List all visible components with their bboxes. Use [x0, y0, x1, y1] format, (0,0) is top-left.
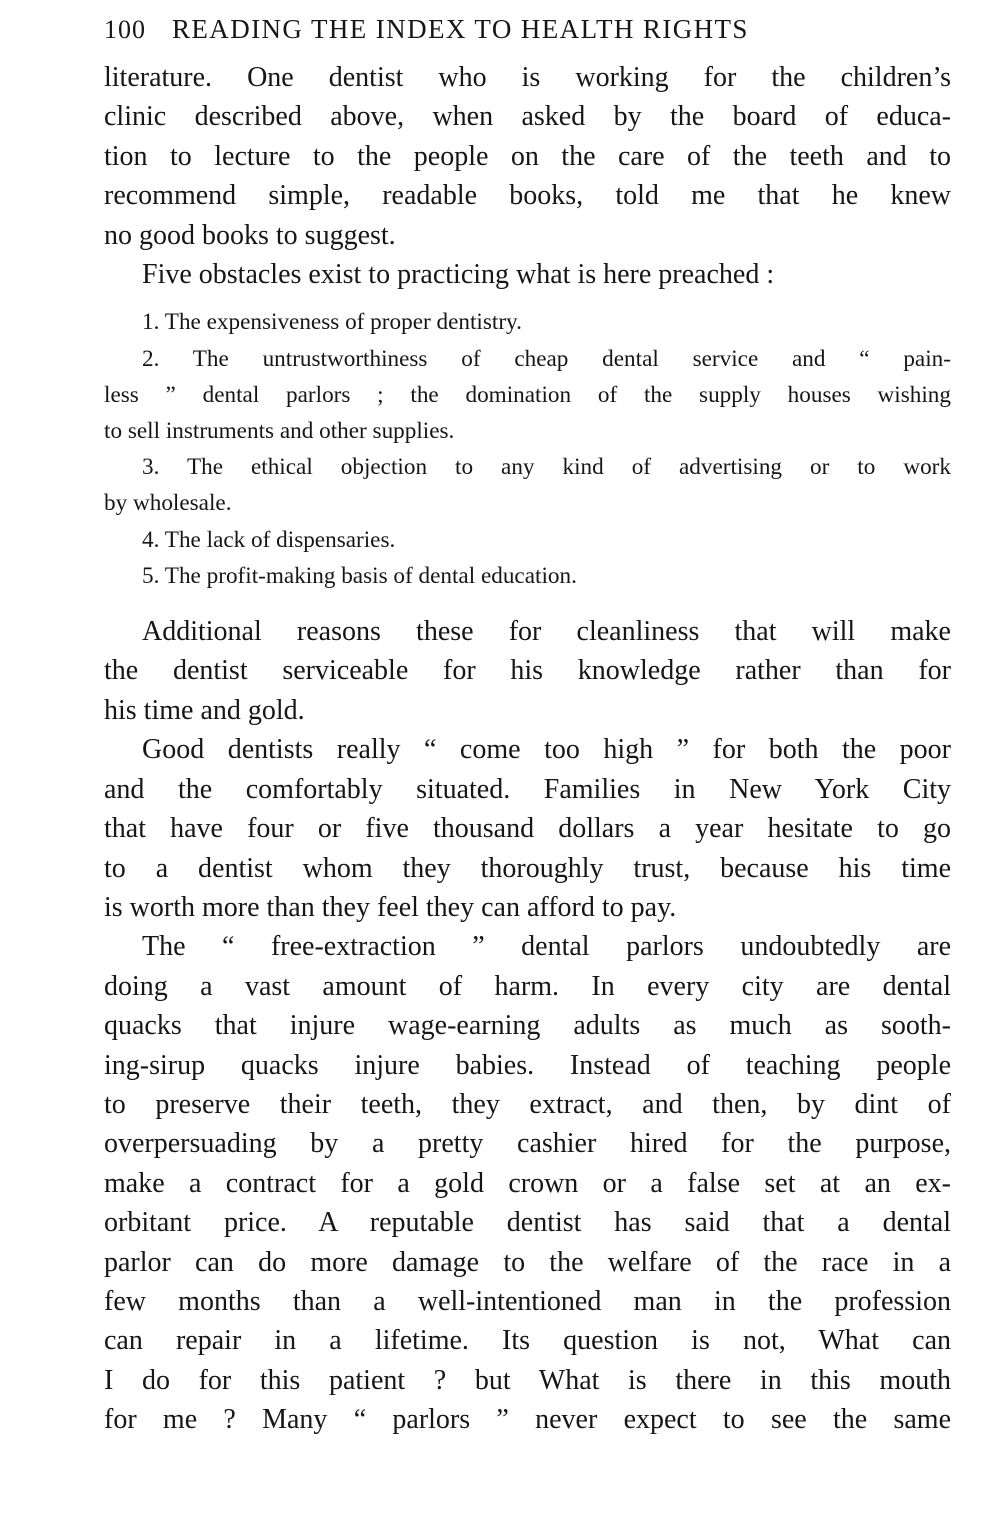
text-line: Additional reasons these for cleanliness that will make	[142, 616, 951, 648]
text-line: no good books to suggest.	[104, 219, 396, 251]
paragraph-additional-reasons	[104, 612, 951, 730]
list-item	[104, 449, 951, 521]
paragraph-literature	[104, 58, 951, 255]
text-line: that have four or five thousand dollars a year hesitate to go	[104, 813, 951, 845]
book-page	[104, 14, 951, 1440]
text-line: for me ? Many “ parlors ” never expect to see the same	[104, 1404, 951, 1436]
text-line: The “ free-extraction ” dental parlors undoubtedly are	[142, 931, 951, 963]
text-line: recommend simple, readable books, told me that he knew	[104, 180, 951, 212]
paragraph-good-dentists	[104, 730, 951, 927]
list-item	[104, 304, 951, 340]
list-number: 4.	[142, 526, 160, 553]
text-line: orbitant price. A reputable dentist has said that a dental	[104, 1207, 951, 1239]
text-line: I do for this patient ? but What is there in this mouth	[104, 1364, 951, 1396]
text-line: The ethical objection to any kind of advertising or to work	[186, 454, 951, 481]
page-number: 100	[104, 15, 146, 44]
text-line: quacks that injure wage-earning adults as much as sooth-	[104, 1010, 951, 1042]
text-line: by wholesale.	[104, 490, 232, 517]
text-line: ing-sirup quacks injure babies. Instead of teaching people	[104, 1049, 951, 1081]
list-number: 2.	[142, 345, 160, 372]
text-line: Good dentists really “ come too high ” for both the poor	[142, 734, 951, 766]
text-line: doing a vast amount of harm. In every city are dental	[104, 970, 951, 1002]
text-line: parlor can do more damage to the welfare of the race in a	[104, 1246, 951, 1278]
list-number: 1.	[142, 309, 160, 336]
paragraph-obstacles-intro	[104, 255, 951, 294]
list-number: 5.	[142, 562, 160, 589]
text-line: The lack of dispensaries.	[164, 526, 396, 553]
list-item	[104, 341, 951, 450]
text-line: make a contract for a gold crown or a false set at an ex-	[104, 1167, 951, 1199]
text-line: tion to lecture to the people on the care of the teeth and to	[104, 140, 951, 172]
text-line: is worth more than they feel they can afford to pay.	[104, 891, 677, 923]
list-item	[104, 522, 951, 558]
running-title: READING THE INDEX TO HEALTH RIGHTS	[172, 14, 749, 44]
paragraph-free-extraction	[104, 927, 951, 1439]
text-line: his time and gold.	[104, 694, 305, 726]
list-item	[104, 558, 951, 594]
text-line: clinic described above, when asked by the board of educa-	[104, 101, 951, 133]
text-line: The untrustworthiness of cheap dental service and “ pain-	[192, 345, 951, 372]
text-line: can repair in a lifetime. Its question is not, What can	[104, 1325, 951, 1357]
text-line: to sell instruments and other supplies.	[104, 418, 455, 445]
text-line: The profit-making basis of dental education.	[164, 562, 577, 589]
running-header	[104, 14, 951, 58]
list-number: 3.	[142, 454, 160, 481]
text-line: Five obstacles exist to practicing what is here preached :	[142, 259, 775, 291]
text-line: overpersuading by a pretty cashier hired for the purpose,	[104, 1128, 951, 1160]
text-line: The expensiveness of proper dentistry.	[164, 309, 522, 336]
text-line: to preserve their teeth, they extract, and then, by dint of	[104, 1088, 951, 1120]
text-line: few months than a well-intentioned man in the profession	[104, 1285, 951, 1317]
text-line: literature. One dentist who is working for the children’s	[104, 62, 951, 93]
obstacles-list	[104, 304, 951, 594]
text-line: less ” dental parlors ; the domination of the supply houses wishing	[104, 381, 951, 408]
text-line: the dentist serviceable for his knowledge rather than for	[104, 655, 951, 687]
text-line: and the comfortably situated. Families in New York City	[104, 773, 951, 805]
text-line: to a dentist whom they thoroughly trust, because his time	[104, 852, 951, 884]
